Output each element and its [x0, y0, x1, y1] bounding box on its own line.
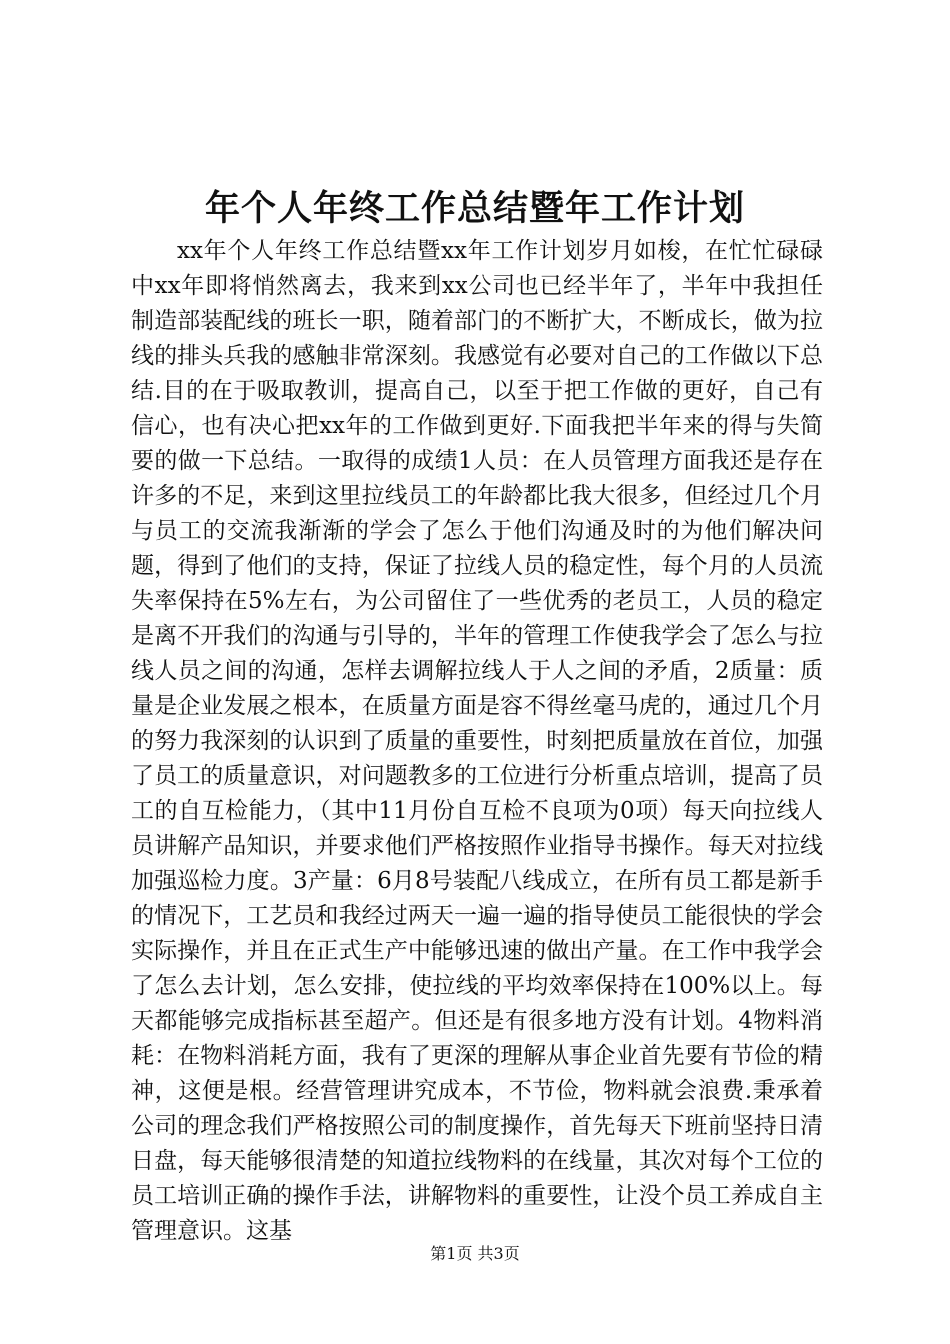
document-title: 年个人年终工作总结暨年工作计划 [204, 188, 745, 229]
document-body-paragraph: xx年个人年终工作总结暨xx年工作计划岁月如梭，在忙忙碌碌中xx年即将悄然离去，我来到xx公司也已经半年了，半年中我担任制造部装配线的班长一职，随着部门的不断扩大，不断成长，做为拉线的排头兵我的感触非常深刻。我感觉有必要对自己的工作做以下总结.目的在于吸取教训，提高自己，以至于把工作做的更好，自己有信心，也有决心把xx年的工作做到更好.下面我把半年来的得与失简要的做一下总结。一取得的成绩1人员：在人员管理方面我还是存在许多的不足，来到这里拉线员工的年龄都比我大很多，但经过几个月与员工的交流我渐渐的学会了怎么于他们沟通及时的为他们解决问题，得到了他们的支持，保证了拉线人员的稳定性，每个月的人员流失率保持在5%左右，为公司留住了一些优秀的老员工，人员的稳定是离不开我们的沟通与引导的，半年的管理工作使我学会了怎么与拉线人员之间的沟通，怎样去调解拉线人于人之间的矛盾，2质量：质量是企业发展之根本，在质量方面是容不得丝毫马虎的，通过几个月的努力我深刻的认识到了质量的重要性，时刻把质量放在首位，加强了员工的质量意识，对问题教多的工位进行分析重点培训，提高了员工的自互检能力，（其中11月份自互检不良项为0项）每天向拉线人员讲解产品知识，并要求他们严格按照作业指导书操作。每天对拉线加强巡检力度。3产量：6月8号装配八线成立，在所有员工都是新手的情况下，工艺员和我经过两天一遍一遍的指导使员工能很快的学会实际操作，并且在正式生产中能够迅速的做出产量。在工作中我学会了怎么去计划，怎么安排，使拉线的平均效率保持在100%以上。每天都能够完成指标甚至超产。但还是有很多地方没有计划。4物料消耗：在物料消耗方面，我有了更深的理解从事企业首先要有节俭的精神，这便是根。经营管理讲究成本，不节俭，物料就会浪费.秉承着公司的理念我们严格按照公司的制度操作，首先每天下班前坚持日清日盘，每天能够很清楚的知道拉线物料的在线量，其次对每个工位的员工培训正确的操作手法，讲解物料的重要性，让没个员工养成自主管理意识。这基 [131, 238, 823, 1244]
page-footer: 第1页 共3页 [430, 1244, 520, 1263]
